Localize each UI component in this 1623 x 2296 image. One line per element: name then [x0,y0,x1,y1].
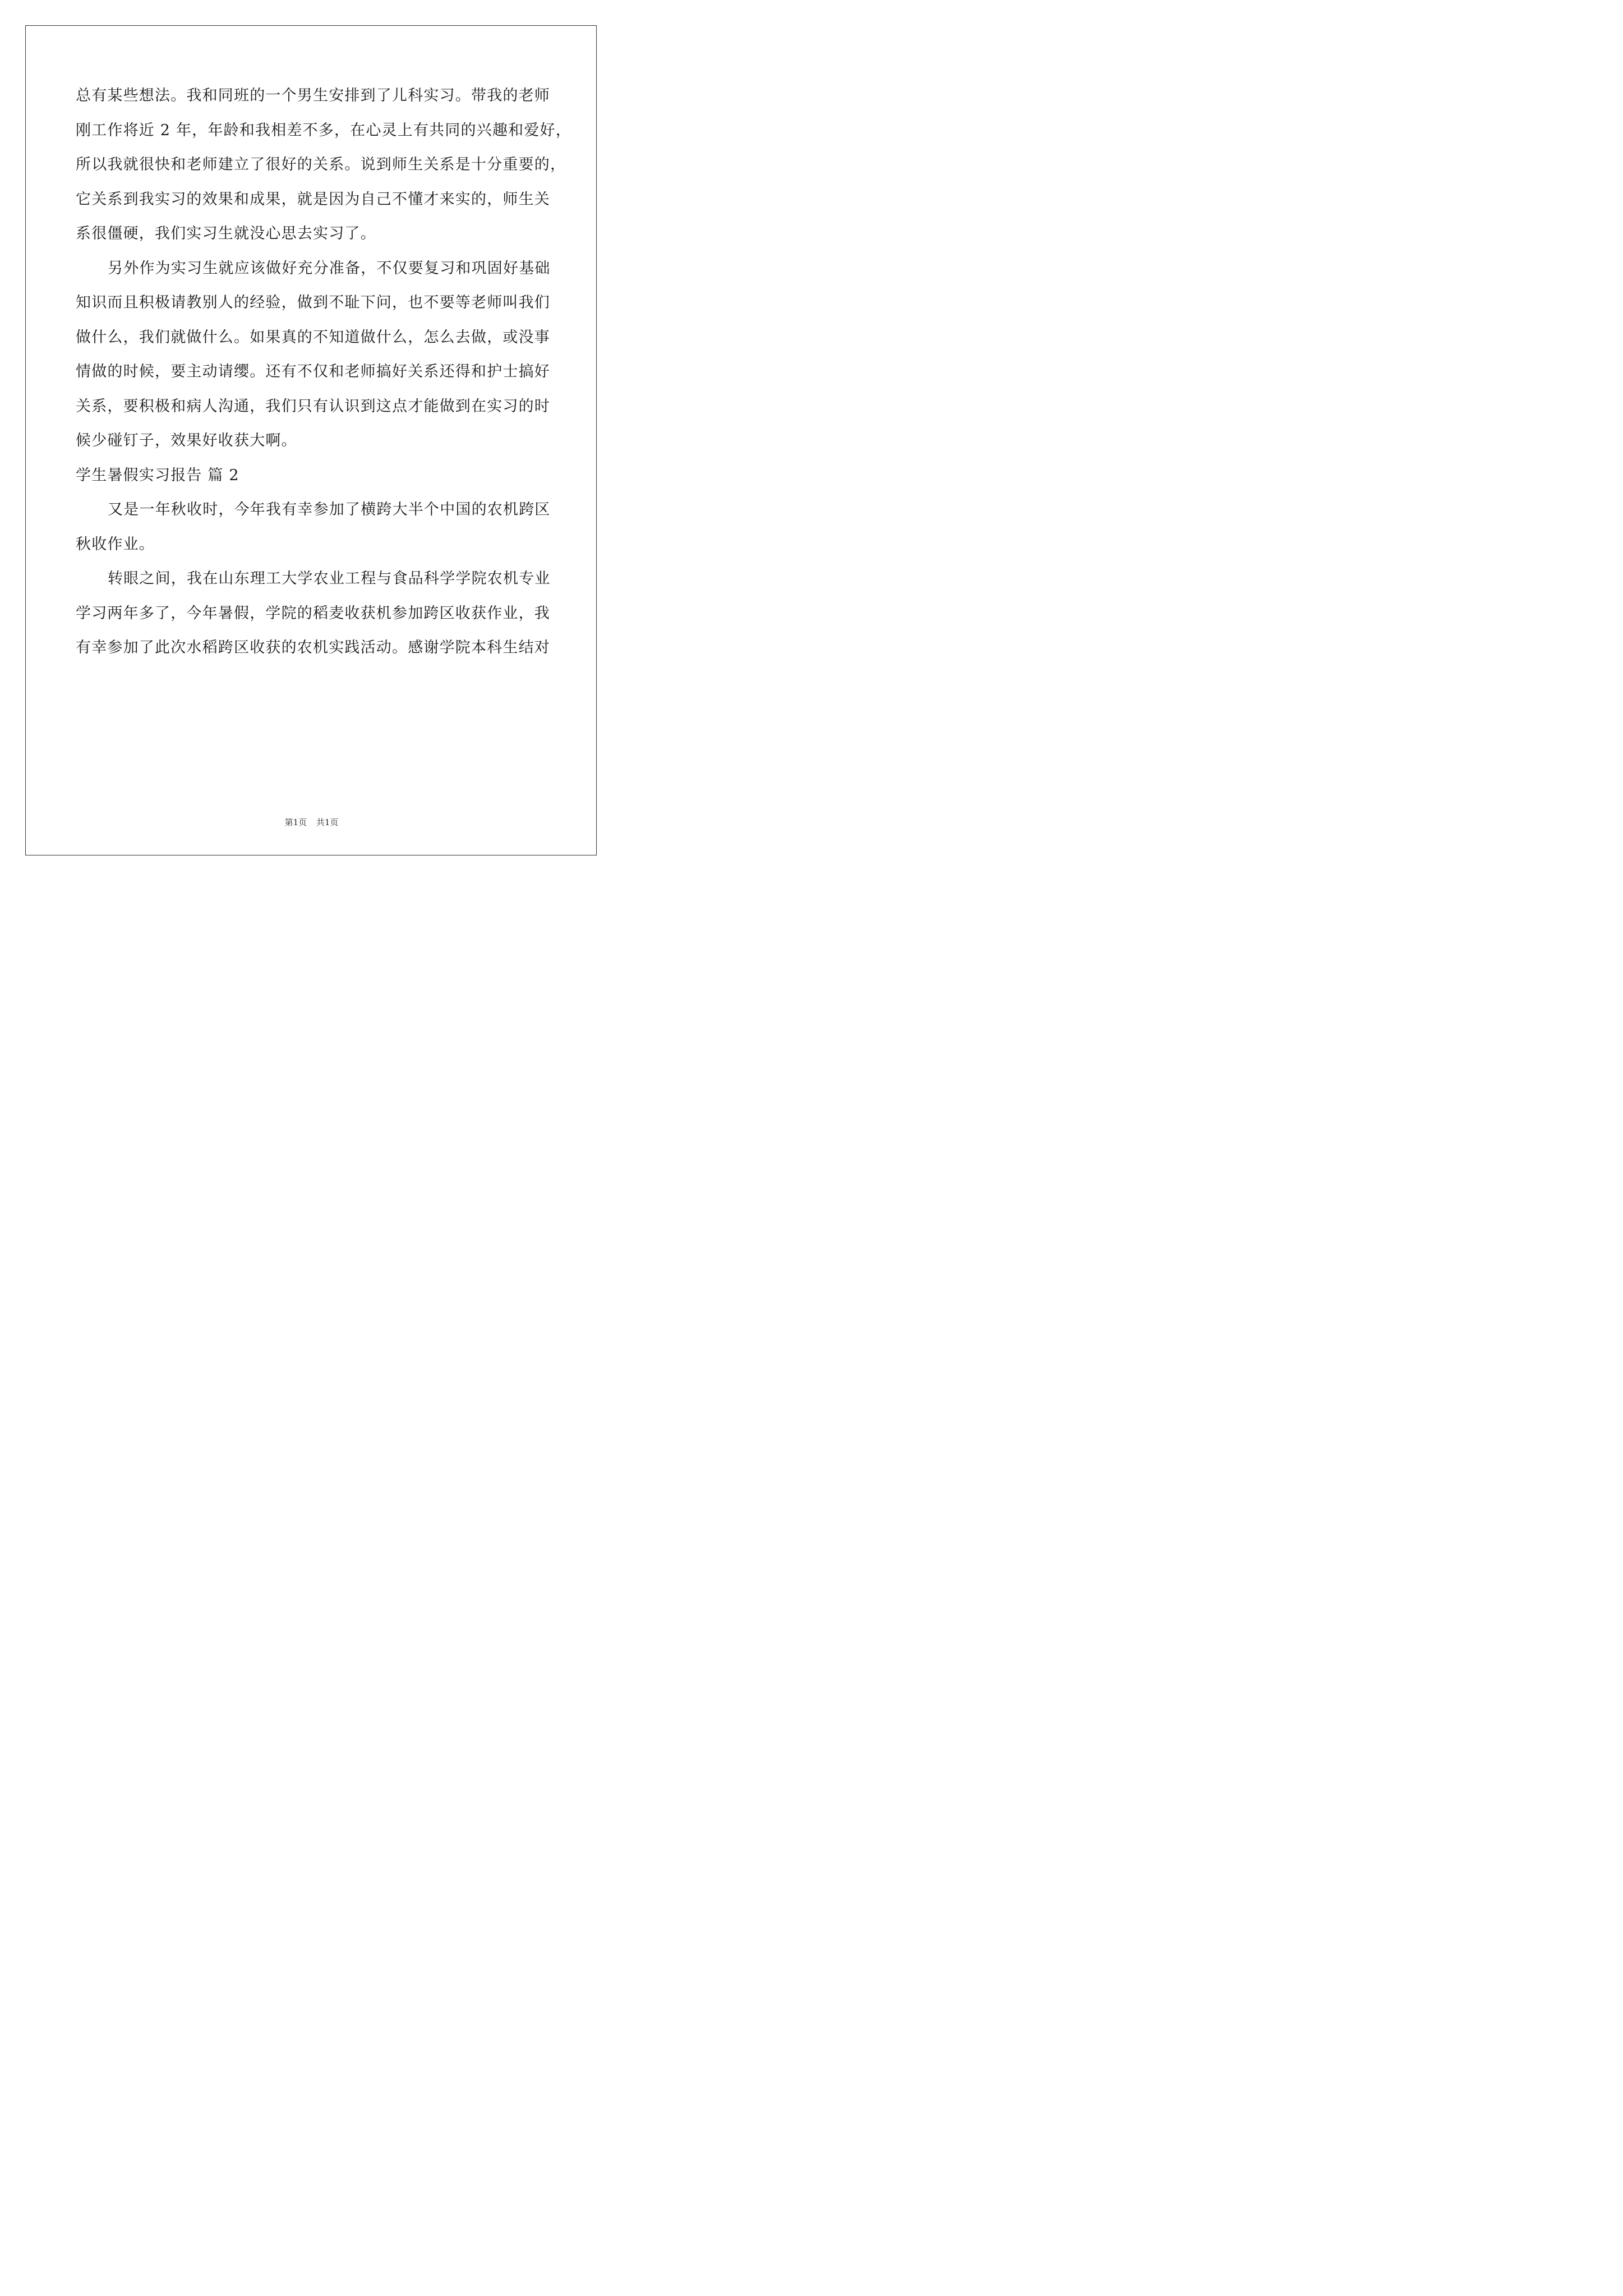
text-line: 知识而且积极请教别人的经验，做到不耻下问，也不要等老师叫我们 [76,294,550,311]
text-line: 所以我就很快和老师建立了很好的关系。说到师生关系是十分重要的， [76,156,566,173]
paragraph-start-line: 转眼之间，我在山东理工大学农业工程与食品科学学院农机专业 [108,570,551,587]
text-line: 系很僵硬，我们实习生就没心思去实习了。 [76,225,376,242]
section-heading: 学生暑假实习报告 篇 2 [76,466,239,484]
paragraph-start-line: 又是一年秋收时，今年我有幸参加了横跨大半个中国的农机跨区 [108,501,551,518]
text-line: 总有某些想法。我和同班的一个男生安排到了儿科实习。带我的老师 [76,87,550,104]
page-number-total: 共1页 [316,817,339,827]
text-line: 它关系到我实习的效果和成果，就是因为自己不懂才来实的，师生关 [76,190,550,208]
page-number-current: 第1页 [284,817,307,827]
paragraph-start-line: 另外作为实习生就应该做好充分准备，不仅要复习和巩固好基础 [108,259,551,277]
document-body [76,79,571,665]
text-line: 关系，要积极和病人沟通，我们只有认识到这点才能做到在实习的时 [76,397,550,415]
text-line: 有幸参加了此次水稻跨区收获的农机实践活动。感谢学院本科生结对 [76,639,550,656]
text-line: 刚工作将近 2 年，年龄和我相差不多，在心灵上有共同的兴趣和爱好， [76,121,571,139]
text-line: 情做的时候，要主动请缨。还有不仅和老师搞好关系还得和护士搞好 [76,363,550,380]
text-line: 做什么，我们就做什么。如果真的不知道做什么，怎么去做，或没事 [76,328,550,346]
text-line: 学习两年多了，今年暑假，学院的稻麦收获机参加跨区收获作业，我 [76,604,550,622]
text-line: 候少碰钉子，效果好收获大啊。 [76,432,297,449]
page-footer [0,816,623,828]
text-line: 秋收作业。 [76,535,155,553]
